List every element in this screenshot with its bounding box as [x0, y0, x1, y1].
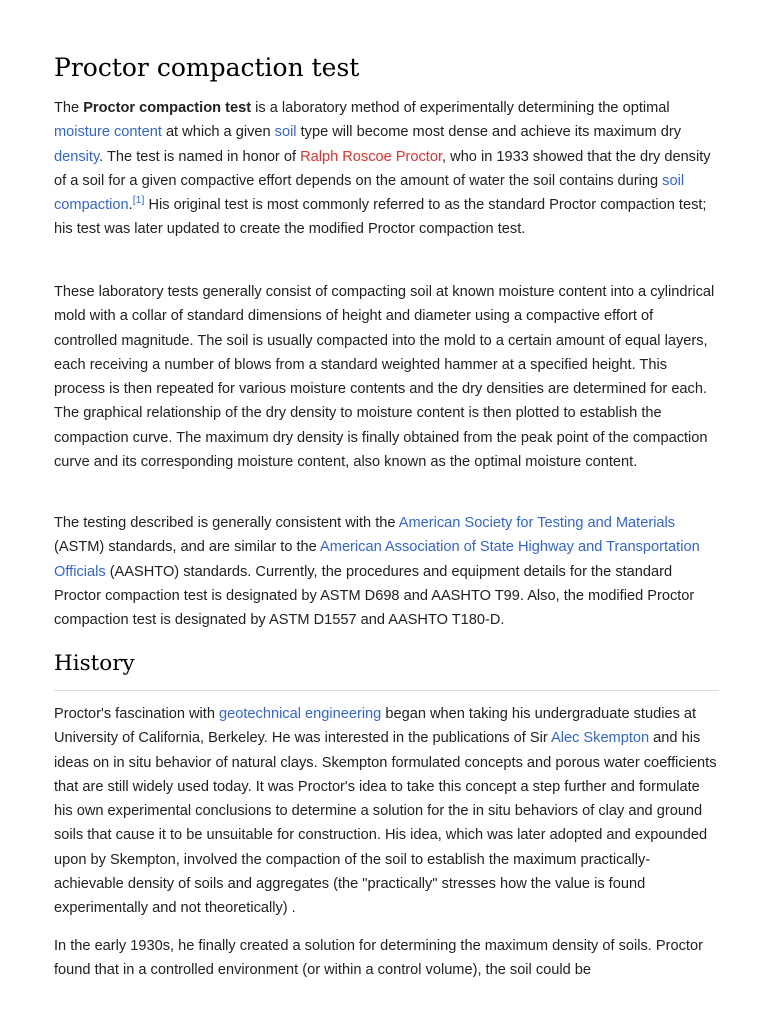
link-alec-skempton[interactable]: Alec Skempton [550, 730, 650, 747]
text-span: (ASTM) standards, and are similar to the [54, 539, 321, 556]
history-paragraph-1 [54, 702, 719, 921]
link-soil[interactable]: soil [274, 124, 297, 141]
link-astm[interactable]: American Society for Testing and Materials [398, 515, 676, 531]
standards-paragraph [54, 511, 719, 632]
text-span: at which a given [161, 124, 275, 141]
procedure-paragraph: These laboratory tests generally consist of compacting soil at known moisture content into a cylindrical mold with a collar of standard dimensions of height and diameter using a compactive effort of controlled magnitude. The soil is usually compacted into the mold to a certain amount of equal layers, each receiving a number of blows from a standard weighted hammer at a specified height. This process is then repeated for various moisture contents and the dry densities are determined for each. The graphical relationship of the dry density to moisture content is then plotted to establish the compaction curve. The maximum dry density is finally obtained from the peak point of the compaction curve and its corresponding moisture content, also known as the optimal moisture content. [54, 284, 715, 471]
history-paragraph-2: In the early 1930s, he finally created a solution for determining the maximum density of soils. Proctor found that in a controlled environment (or within a control volume), the soil could be [54, 938, 703, 979]
link-aashto[interactable]: American Association of State Highway and Transportation Officials [54, 539, 700, 580]
link-soil-compaction[interactable]: soil compaction [54, 172, 685, 214]
text-span: Proctor's fascination with [54, 706, 220, 722]
text-span: (AASHTO) standards. Currently, the procedures and equipment details for the standard Proctor compaction test is designated by ASTM D698 and AASHTO T99. Also, the modified Proctor compaction test is designated by ASTM D1557 and AASHTO T180-D. [54, 563, 695, 629]
text-span: The testing described is generally consistent with the [54, 515, 399, 531]
link-moisture-content[interactable]: moisture content [54, 124, 162, 141]
text-span: and his ideas on in situ behavior of natural clays. Skempton formulated concepts and porous water coefficients that are still widely used today. It was Proctor's idea to take this concept a step further and formulate his own experimental conclusions to determine a solution for the in situ behaviors of clay and ground soils that cause it to be unsuitable for construction. His idea, which was later adopted and expounded upon by Skempton, involved the compaction of the soil to establish the maximum practically-achievable density of soils and aggregates (the "practically" stresses how the value is found experimentally and not theoretically) . [54, 730, 717, 917]
link-geotechnical-engineering[interactable]: geotechnical engineering [219, 706, 382, 722]
reference-link-1[interactable]: [1] [132, 194, 145, 207]
bold-term: Proctor compaction test [83, 100, 252, 116]
history-heading: History [54, 648, 719, 691]
text-span: . The test is named in honor of [99, 148, 301, 165]
link-density[interactable]: density [54, 148, 100, 165]
text-span: The [54, 100, 84, 116]
text-span: is a laboratory method of experimentally determining the optimal [251, 100, 670, 116]
page-title: Proctor compaction test [54, 53, 360, 82]
text-span: His original test is most commonly referred to as the standard Proctor compaction test; his test was later updated to create the modified Proctor compaction test. [54, 197, 707, 238]
text-span: type will become most dense and achieve its maximum dry [296, 124, 682, 141]
text-span: , who in 1933 showed that the dry density of a soil for a given compactive effort depends on the amount of water the soil contains during [54, 148, 711, 189]
intro-paragraph [54, 96, 719, 242]
text-span: began when taking his undergraduate studies at University of California, Berkeley. He was interested in the publications of Sir [54, 706, 697, 747]
link-ralph-roscoe-proctor[interactable]: Ralph Roscoe Proctor [300, 148, 443, 165]
text-span: . [128, 197, 133, 214]
